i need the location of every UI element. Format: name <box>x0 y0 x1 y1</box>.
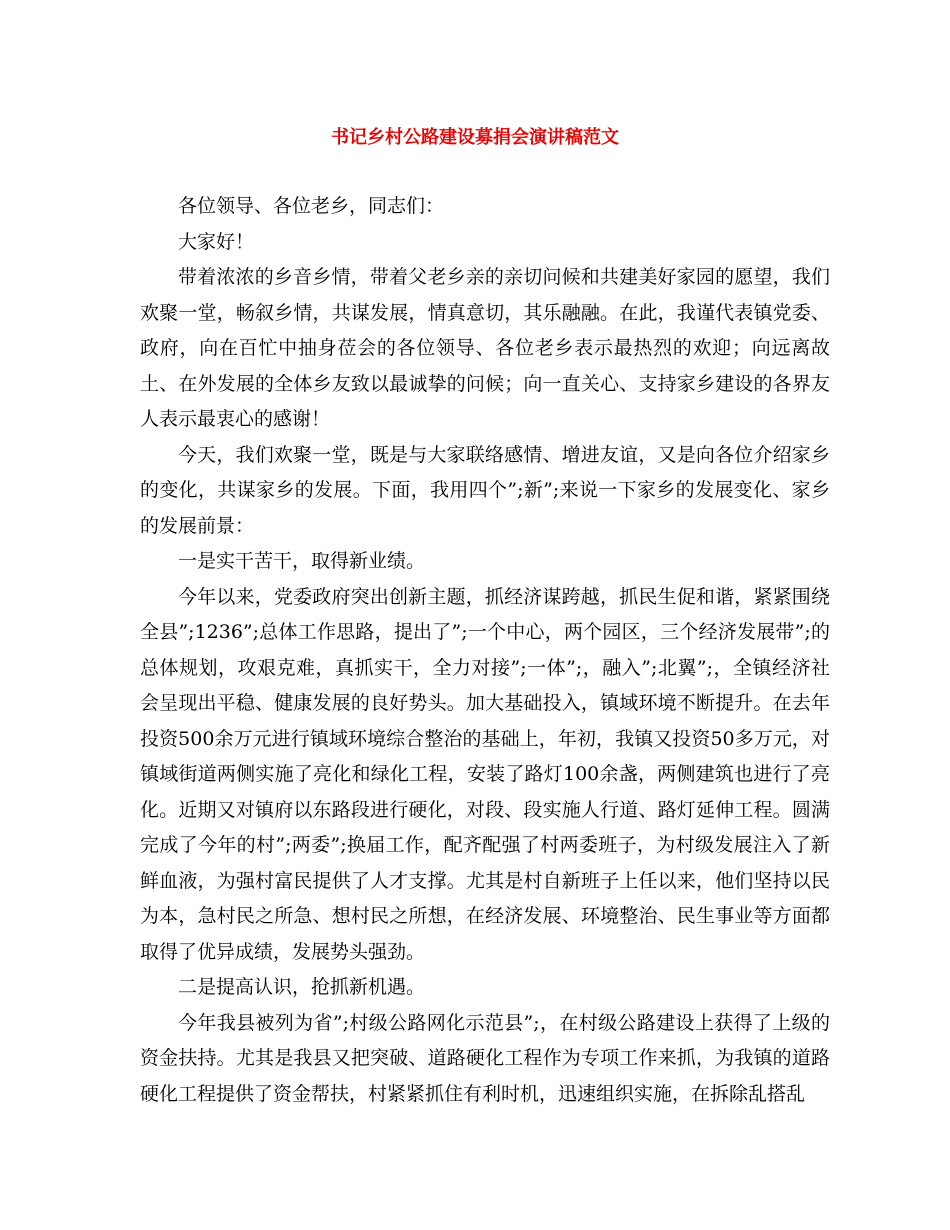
paragraph-opportunities: 今年我县被列为省”;村级公路网化示范县”;，在村级公路建设上获得了上级的资金扶持。尤其是我县又把突破、道路硬化工程作为专项工作来抓，为我镇的道路硬化工程提供了资金帮扶，村紧紧抓住有利时机，迅速组织实施，在拆除乱搭乱 <box>140 1011 830 1105</box>
paragraph-achievements: 今年以来，党委政府突出创新主题，抓经济谋跨越，抓民生促和谐，紧紧围绕全县”;1236”;总体工作思路，提出了”;一个中心，两个园区，三个经济发展带”;的总体规划，攻艰克难，真抓实干，全力对接”;一体”;，融入”;北翼”;，全镇经济社会呈现出平稳、健康发展的良好势头。加大基础投入，镇域环境不断提升。在去年投资500余万元进行镇域环境综合整治的基础上，年初，我镇又投资50多万元，对镇域街道两侧实施了亮化和绿化工程，安装了路灯100余盏，两侧建筑也进行了亮化。近期又对镇府以东路段进行硬化，对段、段实施人行道、路灯延伸工程。圆满完成了今年的村”;两委”;换届工作，配齐配强了村两委班子，为村级发展注入了新鲜血液，为强村富民提供了人才支撑。尤其是村自新班子上任以来，他们坚持以民为本，急村民之所急、想村民之所想，在经济发展、环境整治、民生事业等方面都取得了优异成绩，发展势头强劲。 <box>140 585 830 963</box>
section-heading-1: 一是实干苦干，取得新业绩。 <box>178 550 426 572</box>
paragraph-salutation: 各位领导、各位老乡，同志们： <box>178 195 445 217</box>
paragraph-greeting: 大家好！ <box>178 230 255 253</box>
paragraph-introduction: 今天，我们欢聚一堂，既是与大家联络感情、增进友谊，又是向各位介绍家乡的变化，共谋家乡的发展。下面，我用四个”;新”;来说一下家乡的发展变化、家乡的发展前景： <box>140 443 830 537</box>
section-heading-2: 二是提高认识，抢抓新机遇。 <box>178 976 426 998</box>
document-body <box>140 189 830 1112</box>
paragraph-welcome: 带着浓浓的乡音乡情，带着父老乡亲的亲切问候和共建美好家园的愿望，我们欢聚一堂，畅叙乡情，共谋发展，情真意切，其乐融融。在此，我谨代表镇党委、政府，向在百忙中抽身莅会的各位领导、各位老乡表示最热烈的欢迎；向远离故土、在外发展的全体乡友致以最诚挚的问候；向一直关心、支持家乡建设的各界友人表示最衷心的感谢！ <box>140 266 830 430</box>
document-title: 书记乡村公路建设募捐会演讲稿范文 <box>331 127 619 148</box>
